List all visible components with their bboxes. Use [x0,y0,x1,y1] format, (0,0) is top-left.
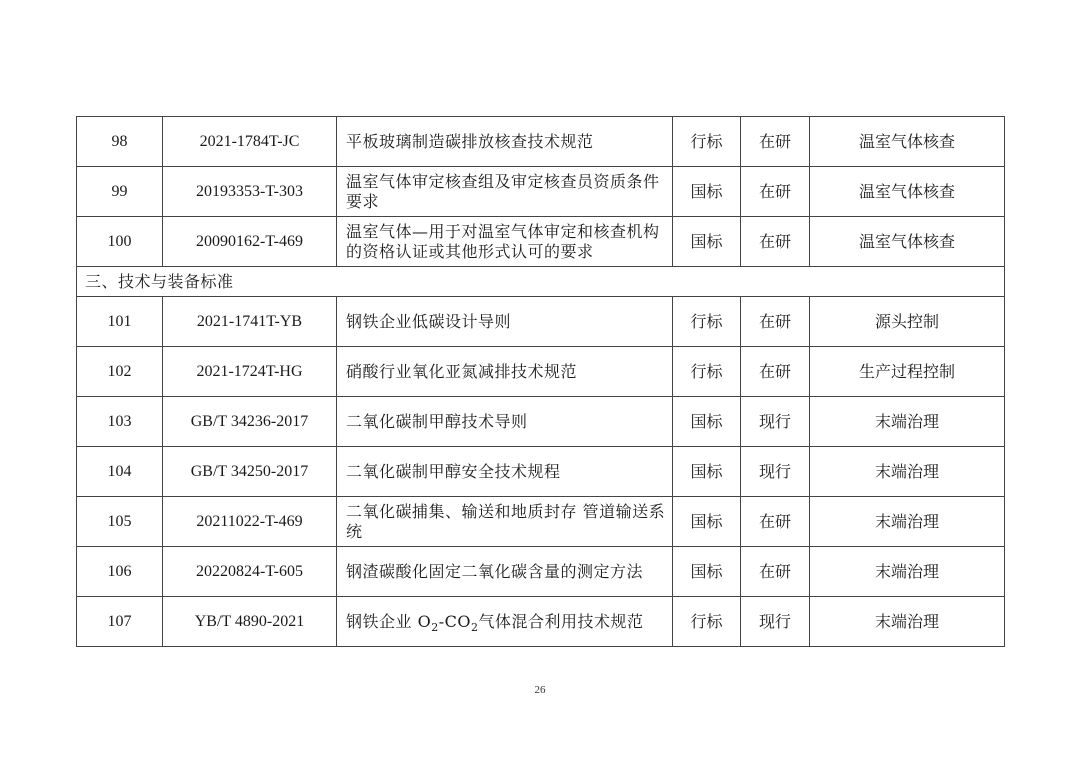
row-number: 99 [77,167,163,217]
standards-table [76,116,1005,647]
standard-code: 2021-1741T-YB [163,297,337,347]
standard-status: 现行 [741,597,810,647]
page-number: 26 [534,684,546,696]
standard-category: 温室气体核查 [810,217,1005,267]
standard-category: 源头控制 [810,297,1005,347]
standard-status: 现行 [741,397,810,447]
standard-category: 末端治理 [810,497,1005,547]
row-number: 100 [77,217,163,267]
table-row [77,167,1005,217]
standard-code: YB/T 4890-2021 [163,597,337,647]
standard-name: 钢渣碳酸化固定二氧化碳含量的测定方法 [337,547,673,597]
name-part: 气体混合利用技术规范 [478,611,644,631]
table-row [77,547,1005,597]
standard-category: 末端治理 [810,397,1005,447]
table-row [77,347,1005,397]
section-row [77,267,1005,297]
name-part: 钢铁企业 O [346,611,432,631]
standard-status: 在研 [741,547,810,597]
standard-type: 行标 [673,347,741,397]
table-row [77,397,1005,447]
standard-type: 国标 [673,167,741,217]
standard-type: 行标 [673,597,741,647]
standard-type: 行标 [673,117,741,167]
standard-type: 国标 [673,447,741,497]
standard-category: 温室气体核查 [810,117,1005,167]
table-row [77,497,1005,547]
table-row [77,597,1005,647]
standard-type: 国标 [673,497,741,547]
name-part: -CO [438,611,471,631]
row-number: 102 [77,347,163,397]
standard-name: 二氧化碳制甲醇技术导则 [337,397,673,447]
row-number: 104 [77,447,163,497]
standard-status: 在研 [741,497,810,547]
standard-type: 国标 [673,217,741,267]
standard-status: 在研 [741,117,810,167]
subscript: 2 [470,620,479,634]
standard-code: 20211022-T-469 [163,497,337,547]
table-row [77,447,1005,497]
row-number: 103 [77,397,163,447]
standard-code: 2021-1784T-JC [163,117,337,167]
section-title: 三、技术与装备标准 [77,267,1005,297]
standard-status: 在研 [741,167,810,217]
table-row [77,117,1005,167]
standard-name: 温室气体—用于对温室气体审定和核查机构的资格认证或其他形式认可的要求 [337,217,673,267]
standard-status: 在研 [741,217,810,267]
standard-name [337,597,673,647]
standard-name: 二氧化碳捕集、输送和地质封存 管道输送系统 [337,497,673,547]
standard-name: 平板玻璃制造碳排放核查技术规范 [337,117,673,167]
standard-category: 末端治理 [810,547,1005,597]
standard-category: 末端治理 [810,597,1005,647]
standard-status: 现行 [741,447,810,497]
standard-name: 二氧化碳制甲醇安全技术规程 [337,447,673,497]
standard-code: GB/T 34236-2017 [163,397,337,447]
standard-type: 国标 [673,547,741,597]
standard-name: 温室气体审定核查组及审定核查员资质条件要求 [337,167,673,217]
standard-status: 在研 [741,347,810,397]
table-row [77,217,1005,267]
row-number: 107 [77,597,163,647]
standard-code: 20220824-T-605 [163,547,337,597]
standard-status: 在研 [741,297,810,347]
subscript: 2 [431,620,439,634]
standard-code: 20090162-T-469 [163,217,337,267]
standard-category: 末端治理 [810,447,1005,497]
standard-code: GB/T 34250-2017 [163,447,337,497]
standard-category: 温室气体核查 [810,167,1005,217]
standard-name: 钢铁企业低碳设计导则 [337,297,673,347]
row-number: 98 [77,117,163,167]
standard-type: 国标 [673,397,741,447]
table-row [77,297,1005,347]
row-number: 101 [77,297,163,347]
standard-category: 生产过程控制 [810,347,1005,397]
standard-code: 20193353-T-303 [163,167,337,217]
standard-code: 2021-1724T-HG [163,347,337,397]
standard-type: 行标 [673,297,741,347]
row-number: 106 [77,547,163,597]
standard-name: 硝酸行业氧化亚氮减排技术规范 [337,347,673,397]
row-number: 105 [77,497,163,547]
